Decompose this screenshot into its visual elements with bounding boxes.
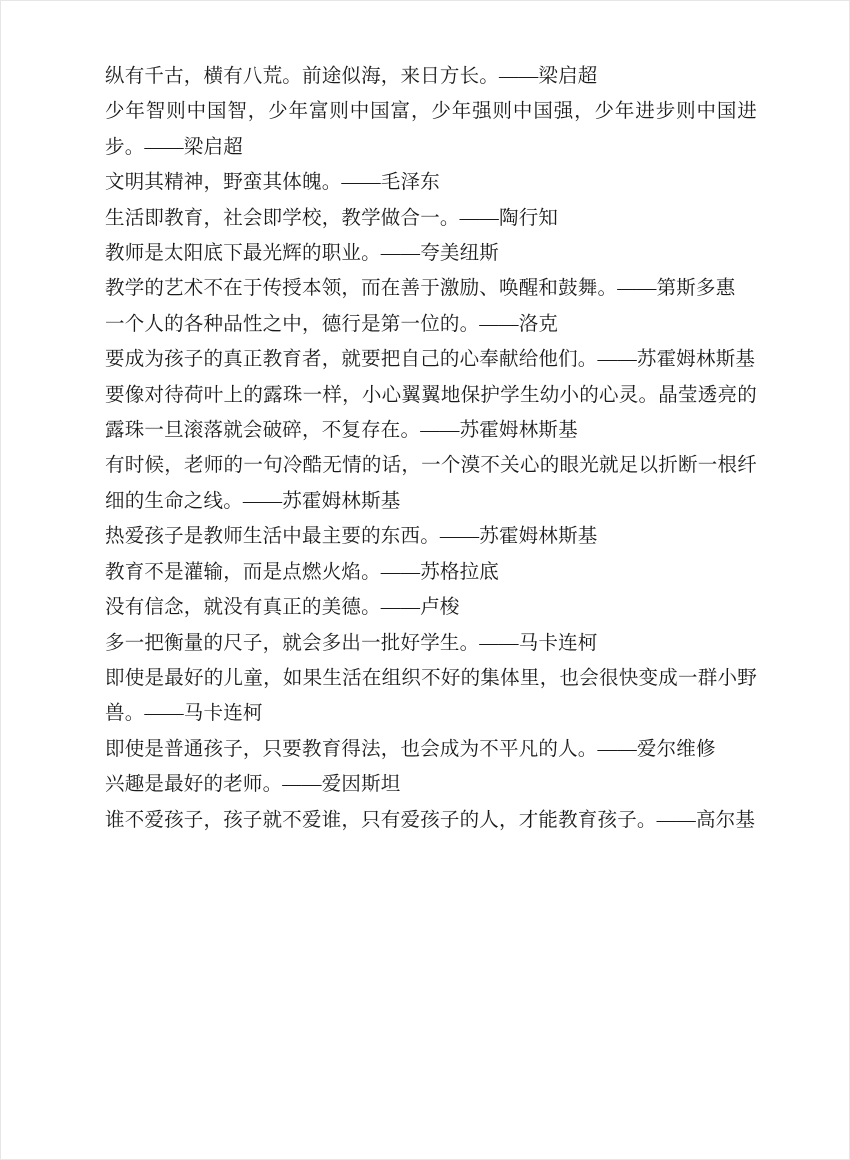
quote-paragraph: 热爱孩子是教师生活中最主要的东西。——苏霍姆林斯基 — [105, 526, 598, 548]
quote-paragraph: 即使是普通孩子，只要教育得法，也会成为不平凡的人。——爱尔维修 — [105, 738, 716, 760]
quote-paragraph: 生活即教育，社会即学校，教学做合一。——陶行知 — [105, 207, 559, 229]
quote-paragraph: 教育不是灌输，而是点燃火焰。——苏格拉底 — [105, 561, 500, 583]
quote-paragraph: 文明其精神，野蛮其体魄。——毛泽东 — [105, 172, 440, 194]
quote-paragraph: 要成为孩子的真正教育者，就要把自己的心奉献给他们。——苏霍姆林斯基 — [105, 349, 756, 371]
quote-paragraph: 少年智则中国智，少年富则中国富，少年强则中国强，少年进步则中国进步。——梁启超 — [105, 101, 757, 158]
quote-paragraph: 教学的艺术不在于传授本领，而在善于激励、唤醒和鼓舞。——第斯多惠 — [105, 278, 736, 300]
quote-paragraph: 没有信念，就没有真正的美德。——卢梭 — [105, 597, 460, 619]
quote-paragraph: 谁不爱孩子，孩子就不爱谁，只有爱孩子的人，才能教育孩子。——高尔基 — [105, 809, 756, 831]
quote-paragraph: 教师是太阳底下最光辉的职业。——夸美纽斯 — [105, 243, 500, 265]
quote-paragraph: 纵有千古，横有八荒。前途似海，来日方长。——梁启超 — [105, 66, 598, 87]
quote-paragraph: 有时候，老师的一句冷酷无情的话，一个漠不关心的眼光就足以折断一根纤细的生命之线。——苏霍姆林斯基 — [105, 455, 757, 512]
quote-paragraph: 要像对待荷叶上的露珠一样，小心翼翼地保护学生幼小的心灵。晶莹透亮的露珠一旦滚落就会破碎，不复存在。——苏霍姆林斯基 — [105, 384, 757, 442]
quote-paragraph: 即使是最好的儿童，如果生活在组织不好的集体里，也会很快变成一群小野兽。——马卡连柯 — [105, 667, 757, 725]
document-body — [105, 59, 757, 838]
quote-paragraph: 一个人的各种品性之中，德行是第一位的。——洛克 — [105, 313, 559, 335]
quote-paragraph: 兴趣是最好的老师。——爱因斯坦 — [105, 774, 401, 796]
quote-paragraph: 多一把衡量的尺子，就会多出一批好学生。——马卡连柯 — [105, 632, 598, 654]
